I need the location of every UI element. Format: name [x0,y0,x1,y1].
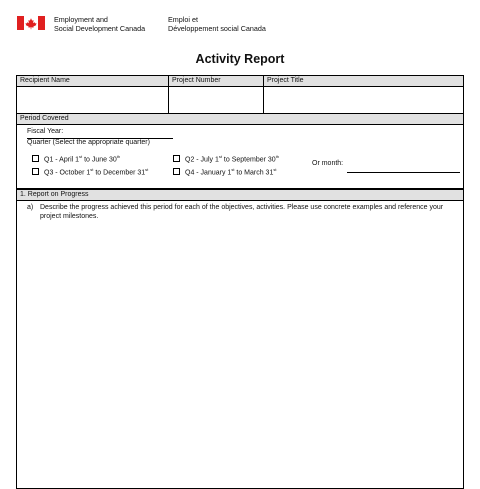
project-number-label: Project Number [169,76,263,87]
report-item-a-text: Describe the progress achieved this period for each of the objectives, activities. Please use concrete examples and reference your project milestones. [40,204,444,220]
or-month-label: Or month: [312,160,344,167]
project-title-column [264,76,463,113]
quarter-instruction: Quarter (Select the appropriate quarter) [27,139,150,146]
fiscal-year-label: Fiscal Year: [27,128,64,135]
project-title-label: Project Title [264,76,463,87]
q3-checkbox[interactable] [32,168,39,175]
report-on-progress-section [16,189,464,489]
q1-option[interactable] [32,154,120,163]
q2-label: Q2 - July 1st to September 30th [185,154,280,164]
q4-checkbox[interactable] [173,168,180,175]
report-on-progress-heading: 1. Report on Progress [17,190,463,201]
q4-label: Q4 - January 1st to March 31st [185,167,277,177]
q3-label: Q3 - October 1st to December 31st [44,167,149,177]
canada-flag-icon [17,16,45,30]
project-info-table [16,75,464,114]
q3-option[interactable] [32,167,148,176]
department-name-english: Employment and Social Development Canada [54,15,146,33]
report-item-a [27,203,445,221]
project-number-column [169,76,264,113]
q1-checkbox[interactable] [32,155,39,162]
recipient-name-column [17,76,169,113]
q4-option[interactable] [173,167,276,176]
recipient-name-field[interactable] [17,87,168,113]
page-title: Activity Report [195,52,285,66]
period-covered-label: Period Covered [17,114,463,125]
recipient-name-label: Recipient Name [17,76,168,87]
q2-checkbox[interactable] [173,155,180,162]
project-number-field[interactable] [169,87,263,113]
q2-option[interactable] [173,154,279,163]
month-field[interactable] [347,172,460,173]
q1-label: Q1 - April 1st to June 30th [44,154,121,164]
project-title-field[interactable] [264,87,463,113]
department-name-french: Emploi et Développement social Canada [168,15,266,33]
report-item-a-label: a) [27,204,34,211]
period-covered-section [16,113,464,189]
